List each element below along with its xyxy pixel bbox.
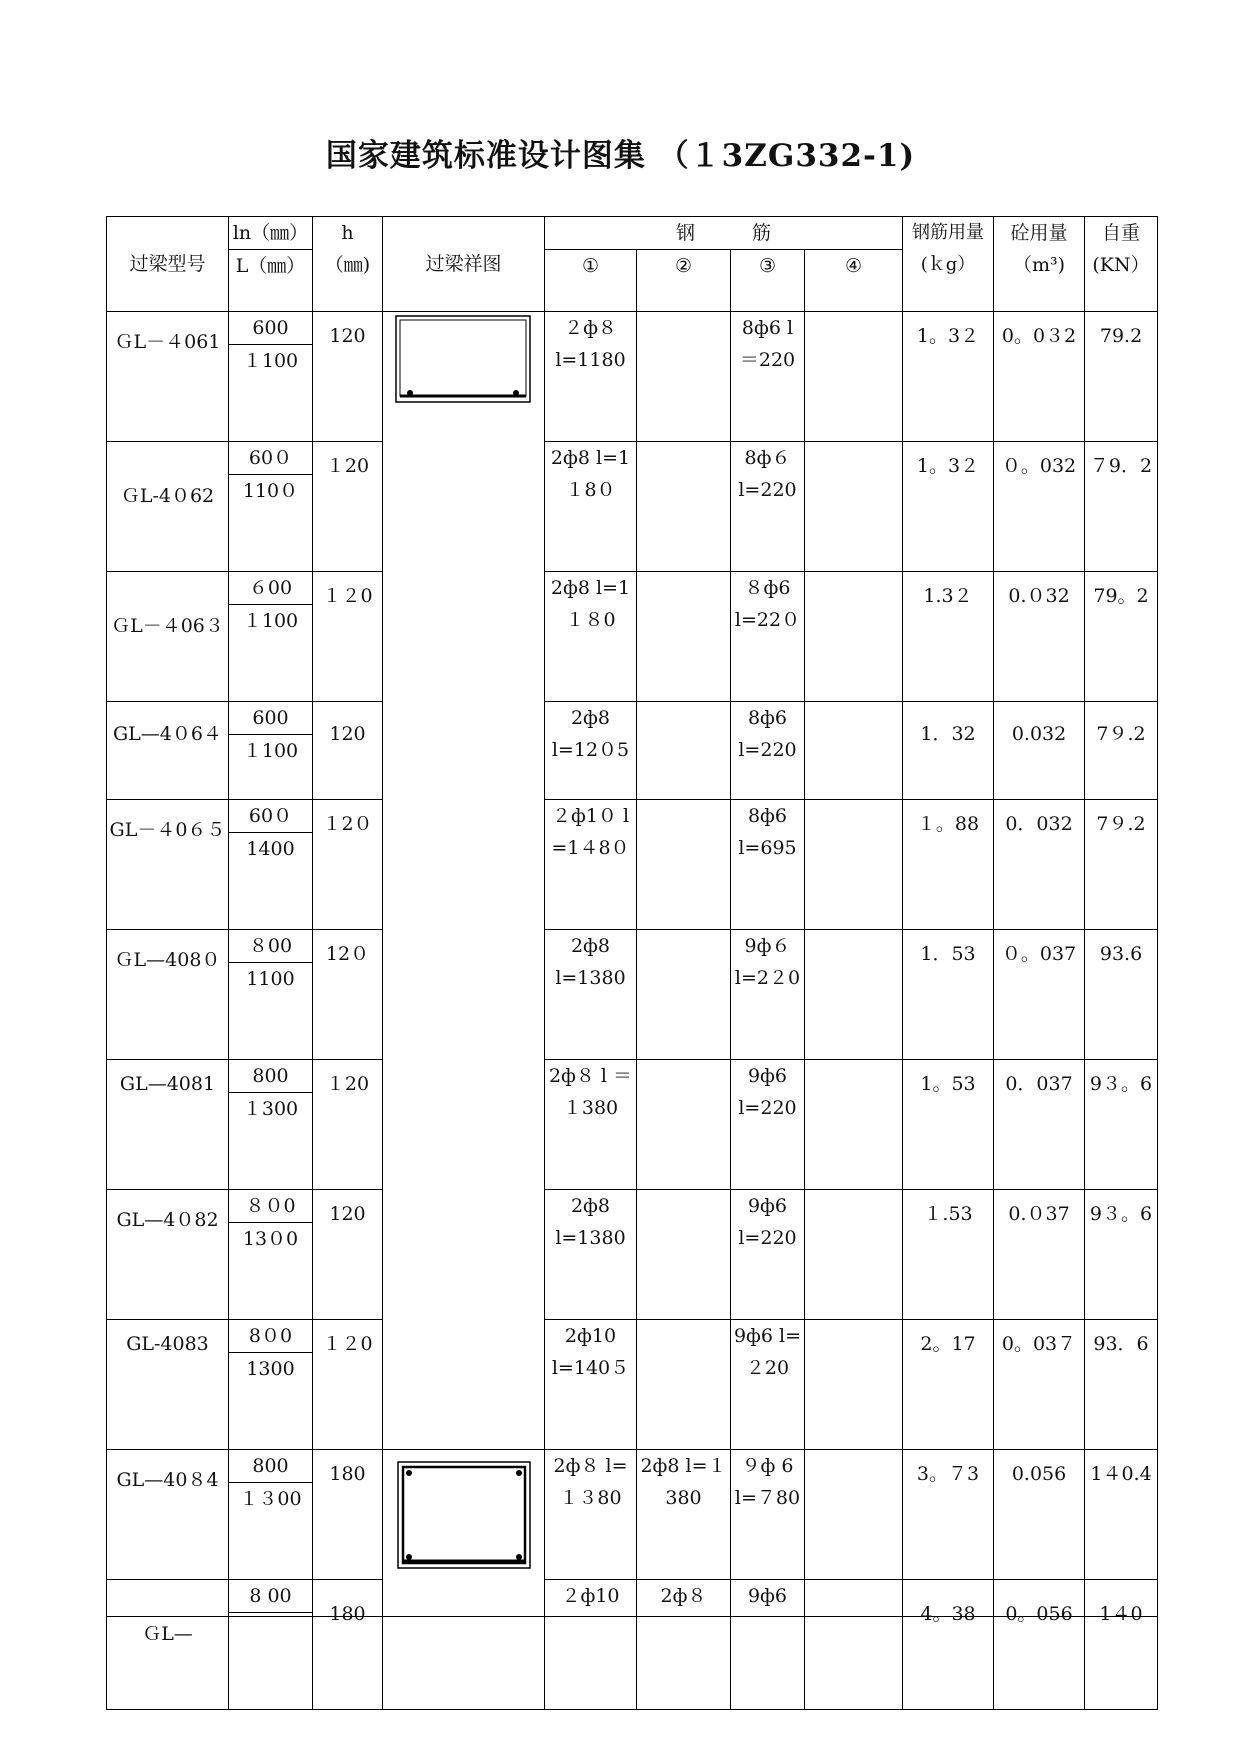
header-c4: ④ <box>805 250 903 312</box>
cell-L: 13０0 <box>242 1228 299 1250</box>
table-row <box>107 1060 1158 1190</box>
cell-h: １２0 <box>313 1320 383 1450</box>
cell-ln: 800 <box>229 1450 312 1483</box>
cell-L: １300 <box>242 1098 299 1120</box>
cell-rebar-4 <box>805 1580 903 1710</box>
header-rebar: 钢 筋 <box>545 217 903 250</box>
cell-weight: 9３。6 <box>1085 1190 1158 1320</box>
beam-table <box>106 216 1158 1710</box>
table-row <box>107 1320 1158 1450</box>
cell-model: ＧL－４06３ <box>107 572 229 702</box>
cell-concrete: 0。03７ <box>994 1320 1085 1450</box>
cell-weight: 7９.2 <box>1085 702 1158 800</box>
cell-rebar-3: 8ф6 l=695 <box>731 800 805 930</box>
cell-model: ＧL— <box>107 1580 229 1710</box>
cell-rebar-2: 2ф８ <box>637 1580 731 1710</box>
cell-weight: 1４0.4 <box>1085 1450 1158 1580</box>
cell-concrete: 0．037 <box>994 1060 1085 1190</box>
cell-steel: 3。７3 <box>903 1450 994 1580</box>
cell-rebar-4 <box>805 800 903 930</box>
cell-concrete: 0。056 <box>994 1580 1085 1710</box>
cell-concrete: 0.056 <box>994 1450 1085 1580</box>
cell-rebar-4 <box>805 312 903 442</box>
cell-rebar-1: ２ф10 <box>545 1580 637 1710</box>
cell-rebar-3: ８ф6 l=22０ <box>731 572 805 702</box>
header-h-label: h <box>341 222 354 244</box>
cell-h: １20 <box>313 442 383 572</box>
cell-rebar-2 <box>637 442 731 572</box>
cell-rebar-4 <box>805 442 903 572</box>
beam-table-frame <box>106 216 1157 1645</box>
cell-rebar-3: 8ф6 l ＝220 <box>731 312 805 442</box>
cell-h: 120 <box>313 1190 383 1320</box>
beam-section-single-icon <box>394 314 534 406</box>
cell-concrete: ０。032 <box>994 442 1085 572</box>
cell-rebar-3: 9ф6 l=220 <box>731 1190 805 1320</box>
cell-rebar-2 <box>637 312 731 442</box>
cell-rebar-4 <box>805 1190 903 1320</box>
cell-L: 1300 <box>246 1358 295 1380</box>
cell-rebar-3: 9ф6 l=２20 <box>731 1320 805 1450</box>
cell-rebar-3: ９ф 6 l=７80 <box>731 1450 805 1580</box>
cell-rebar-1: 2ф8 l=12０5 <box>545 702 637 800</box>
header-c1: ① <box>545 250 637 312</box>
cell-rebar-3: 9ф６ l=2２0 <box>731 930 805 1060</box>
cell-concrete: 0．032 <box>994 800 1085 930</box>
cell-steel: 1．32 <box>903 702 994 800</box>
cell-steel: 1.3２ <box>903 572 994 702</box>
cell-L: １100 <box>242 610 299 632</box>
cell-L: 110０ <box>242 480 299 502</box>
cell-rebar-1: 2ф8 l=1380 <box>545 930 637 1060</box>
cell-weight: 79.2 <box>1085 312 1158 442</box>
cell-rebar-3: 8ф６ l=220 <box>731 442 805 572</box>
cell-L: 1100 <box>246 968 295 990</box>
cell-weight: 79。2 <box>1085 572 1158 702</box>
cell-rebar-4 <box>805 1060 903 1190</box>
cell-rebar-1: ２ф1０ l =1４8０ <box>545 800 637 930</box>
cell-ln: 800 <box>229 1060 312 1093</box>
cell-steel: １.53 <box>903 1190 994 1320</box>
cell-h: 120 <box>313 702 383 800</box>
cell-ln: 600 <box>229 702 312 735</box>
cell-ln-L <box>229 1320 313 1450</box>
cell-rebar-4 <box>805 702 903 800</box>
cell-ln: ８０0 <box>229 1190 312 1223</box>
table-row <box>107 1580 1158 1710</box>
table-row <box>107 1190 1158 1320</box>
header-diagram: 过梁祥图 <box>383 217 545 312</box>
cell-model: GL-4083 <box>107 1320 229 1450</box>
cell-L: １３00 <box>239 1488 302 1510</box>
cell-h: 180 <box>313 1580 383 1710</box>
cell-rebar-2 <box>637 1190 731 1320</box>
cell-rebar-4 <box>805 1320 903 1450</box>
cell-rebar-2 <box>637 1060 731 1190</box>
cell-h: １2０ <box>313 800 383 930</box>
cell-model: ＧL-4０62 <box>107 442 229 572</box>
cell-model: GL－４0６５ <box>107 800 229 930</box>
cell-rebar-3: 9ф6 <box>731 1580 805 1710</box>
cell-ln: 8 00 <box>229 1580 312 1613</box>
cell-rebar-1: 2ф８ l=１３80 <box>545 1450 637 1580</box>
cell-ln-L <box>229 1580 313 1710</box>
cell-model: GL—4０6４ <box>107 702 229 800</box>
cell-rebar-2 <box>637 930 731 1060</box>
cell-rebar-1: 2ф8 l=1１８0 <box>545 572 637 702</box>
cell-L: １100 <box>242 740 299 762</box>
cell-ln: 8０0 <box>229 1320 312 1353</box>
cell-rebar-2 <box>637 1320 731 1450</box>
cell-rebar-2: 2ф8 l=１380 <box>637 1450 731 1580</box>
table-row <box>107 800 1158 930</box>
cell-h: １20 <box>313 1060 383 1190</box>
cell-h: 180 <box>313 1450 383 1580</box>
cell-steel: 1．53 <box>903 930 994 1060</box>
cell-rebar-1: 2ф８ l ＝１380 <box>545 1060 637 1190</box>
header-concrete: 砼用量（m³) <box>994 217 1085 312</box>
cell-model: GL—4０82 <box>107 1190 229 1320</box>
table-row <box>107 702 1158 800</box>
cell-concrete: 0.０32 <box>994 572 1085 702</box>
cell-rebar-2 <box>637 702 731 800</box>
cell-model: ＧL－４061 <box>107 312 229 442</box>
cell-rebar-4 <box>805 930 903 1060</box>
cell-weight: 9３。6 <box>1085 1060 1158 1190</box>
cell-concrete: 0.032 <box>994 702 1085 800</box>
header-steel: 钢筋用量(ｋg） <box>903 217 994 312</box>
cell-steel: 1。3２ <box>903 442 994 572</box>
cell-ln: 600 <box>229 312 312 345</box>
table-row <box>107 442 1158 572</box>
header-L: L（㎜） <box>235 255 306 277</box>
cell-ln: ６00 <box>229 572 312 605</box>
cell-rebar-4 <box>805 1450 903 1580</box>
header-c2: ② <box>637 250 731 312</box>
cell-weight: ７9．2 <box>1085 442 1158 572</box>
cell-weight: 93．6 <box>1085 1320 1158 1450</box>
cell-rebar-1: 2ф8 l=1１8０ <box>545 442 637 572</box>
cell-h: １２0 <box>313 572 383 702</box>
cell-steel: 2。17 <box>903 1320 994 1450</box>
cell-model: GL—40８4 <box>107 1450 229 1580</box>
cell-ln-L <box>229 1450 313 1580</box>
cell-L: １100 <box>242 350 299 372</box>
header-model: 过梁型号 <box>107 217 229 312</box>
cell-weight: 7９.2 <box>1085 800 1158 930</box>
table-row <box>107 572 1158 702</box>
cell-diagram-double <box>383 1450 545 1710</box>
cell-ln-L <box>229 442 313 572</box>
cell-ln-L <box>229 702 313 800</box>
cell-rebar-2 <box>637 572 731 702</box>
cell-diagram-single <box>383 312 545 1450</box>
page-title: 国家建筑标准设计图集 （１3ZG332-1) <box>325 138 916 174</box>
cell-model: ＧL—408０ <box>107 930 229 1060</box>
cell-h: 120 <box>313 312 383 442</box>
cell-ln: 60０ <box>229 800 312 833</box>
header-h <box>313 217 383 312</box>
cell-ln-L <box>229 1060 313 1190</box>
table-row <box>107 312 1158 442</box>
cell-L <box>229 1613 312 1645</box>
cell-concrete: 0.０37 <box>994 1190 1085 1320</box>
cell-model: GL—4081 <box>107 1060 229 1190</box>
cell-concrete: ０。037 <box>994 930 1085 1060</box>
cell-rebar-4 <box>805 572 903 702</box>
cell-rebar-2 <box>637 800 731 930</box>
cell-steel: 4。38 <box>903 1580 994 1710</box>
cell-ln: ８00 <box>229 930 312 963</box>
cell-weight: 1４0 <box>1085 1580 1158 1710</box>
cell-steel: 1。53 <box>903 1060 994 1190</box>
header-h-unit: （㎜) <box>324 254 371 276</box>
table-row <box>107 1450 1158 1580</box>
header-c3: ③ <box>731 250 805 312</box>
cell-rebar-1: 2ф10 l=140５ <box>545 1320 637 1450</box>
cell-rebar-1: 2ф8 l=1380 <box>545 1190 637 1320</box>
cell-h: 12０ <box>313 930 383 1060</box>
cell-rebar-3: 9ф6 l=220 <box>731 1060 805 1190</box>
cell-ln-L <box>229 930 313 1060</box>
cell-ln-L <box>229 800 313 930</box>
cell-ln-L <box>229 572 313 702</box>
cell-L: 1400 <box>246 838 295 860</box>
header-ln-L <box>229 217 313 312</box>
cell-rebar-1: ２ф８ l=1180 <box>545 312 637 442</box>
cell-rebar-3: 8ф6 l=220 <box>731 702 805 800</box>
cell-weight: 93.6 <box>1085 930 1158 1060</box>
cell-ln-L <box>229 312 313 442</box>
table-row <box>107 930 1158 1060</box>
cell-steel: 1。3２ <box>903 312 994 442</box>
cell-ln: 60０ <box>229 442 312 475</box>
header-weight: 自重(KN） <box>1085 217 1158 312</box>
header-ln: ln（㎜） <box>229 217 312 250</box>
cell-concrete: 0。0３2 <box>994 312 1085 442</box>
cell-ln-L <box>229 1190 313 1320</box>
beam-section-double-icon <box>396 1460 532 1570</box>
cell-steel: １。88 <box>903 800 994 930</box>
